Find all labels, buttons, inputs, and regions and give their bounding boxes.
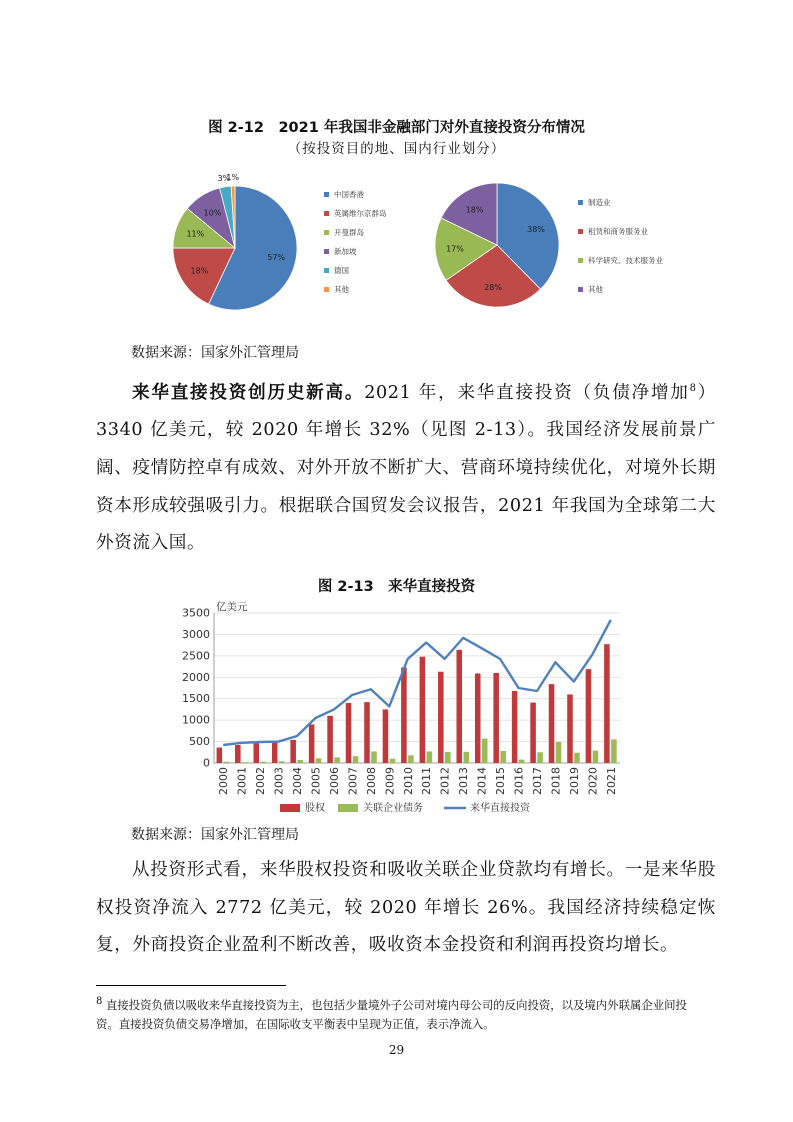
x-tick-label: 2002 xyxy=(254,767,268,795)
bar-affiliated-debt xyxy=(261,762,267,763)
legend-swatch xyxy=(324,192,329,197)
legend-swatch xyxy=(324,211,329,216)
x-tick-label: 2006 xyxy=(327,767,341,795)
x-tick-label: 2018 xyxy=(549,767,563,795)
y-tick-label: 2500 xyxy=(182,649,210,663)
bar-equity xyxy=(235,745,241,763)
bar-affiliated-debt xyxy=(316,758,322,763)
pie-chart-destination xyxy=(173,173,297,310)
legend-label-fdi: 来华直接投资 xyxy=(470,803,530,814)
figure-2-12-title: 图 2-12 2021 年我国非金融部门对外直接投资分布情况 xyxy=(208,120,585,136)
pie-legend-industry xyxy=(578,197,663,294)
legend-label: 制造业 xyxy=(588,198,611,207)
legend-label: 中国香港 xyxy=(334,190,364,199)
footnote-ref: 8 xyxy=(689,383,697,394)
pie-slice-label: 28% xyxy=(484,282,502,292)
y-tick-label: 2000 xyxy=(182,670,210,684)
paragraph-text: 从投资形式看，来华股权投资和吸收关联企业贷款均有增长。一是来华股权投资净流入 2772 亿美元，较 2020 年增长 26%。我国经济持续稳定恢复，外商投资企业盈利不断改善，吸收资本金投资和利润再投资均增长。 xyxy=(96,860,716,956)
bar-affiliated-debt xyxy=(242,762,248,763)
figure-2-12-pie-charts xyxy=(150,165,670,325)
paragraph-fdi-inflow xyxy=(96,370,716,563)
bar-affiliated-debt xyxy=(279,761,285,763)
pie-slice-label: 11% xyxy=(186,229,205,239)
bar-affiliated-debt xyxy=(482,739,488,763)
footnote-divider xyxy=(96,985,286,986)
legend-swatch xyxy=(324,268,329,273)
bar-affiliated-debt xyxy=(445,752,451,763)
bar-equity xyxy=(604,644,610,763)
chart-legend xyxy=(280,801,531,814)
x-tick-label: 2012 xyxy=(438,767,452,795)
x-tick-label: 2020 xyxy=(586,767,600,795)
bar-equity xyxy=(290,740,296,763)
bar-affiliated-debt xyxy=(297,760,303,763)
x-tick-label: 2013 xyxy=(457,767,471,795)
x-tick-label: 2016 xyxy=(512,767,526,795)
bar-equity xyxy=(217,748,223,763)
bar-affiliated-debt xyxy=(519,760,525,763)
paragraph-text-a: 2021 年，来华直接投资（负债净增加 xyxy=(364,382,690,403)
legend-label-equity: 股权 xyxy=(305,803,325,814)
bar-equity xyxy=(493,673,499,763)
pie-slice-label: 1% xyxy=(226,173,240,183)
y-tick-label: 1500 xyxy=(182,692,210,706)
bar-affiliated-debt xyxy=(427,751,433,763)
legend-label: 租赁和商务服务业 xyxy=(588,227,648,236)
y-tick-label: 500 xyxy=(189,735,210,749)
bar-equity xyxy=(512,691,518,763)
y-tick-label: 3000 xyxy=(182,627,210,641)
x-tick-label: 2008 xyxy=(364,767,378,795)
figure-2-12-source: 数据来源：国家外汇管理局 xyxy=(131,345,299,361)
pie-slice-label: 10% xyxy=(203,208,222,218)
footnote-mark: 8 xyxy=(96,996,103,1007)
x-tick-label: 2004 xyxy=(291,767,305,795)
bar-equity xyxy=(456,650,462,763)
bar-equity xyxy=(401,667,407,763)
bar-affiliated-debt xyxy=(574,753,580,763)
bar-equity xyxy=(420,657,426,763)
legend-swatch-debt xyxy=(338,804,358,812)
legend-label: 德国 xyxy=(334,266,349,275)
legend-label: 开曼群岛 xyxy=(334,228,364,237)
legend-swatch xyxy=(578,229,583,234)
legend-swatch xyxy=(578,258,583,263)
legend-label: 其他 xyxy=(334,285,349,294)
bar-equity xyxy=(549,684,555,763)
figure-2-13-title: 图 2-13 来华直接投资 xyxy=(317,579,476,595)
legend-label: 科学研究、技术服务业 xyxy=(588,256,663,265)
bar-equity xyxy=(327,716,333,763)
bar-affiliated-debt xyxy=(556,742,562,763)
pie-legend-destination xyxy=(324,189,387,294)
bar-affiliated-debt xyxy=(224,762,230,763)
paragraph-lead: 来华直接投资创历史新高。 xyxy=(132,382,365,403)
bar-equity xyxy=(438,672,444,763)
legend-label: 其他 xyxy=(588,285,603,294)
pie-slice-label: 38% xyxy=(527,225,545,235)
x-tick-label: 2001 xyxy=(235,767,249,795)
figure-2-13-source: 数据来源：国家外汇管理局 xyxy=(131,827,299,843)
legend-label-debt: 关联企业债务 xyxy=(363,803,423,814)
x-tick-label: 2007 xyxy=(346,767,360,795)
bar-equity xyxy=(586,669,592,763)
bar-equity xyxy=(272,742,278,763)
legend-label: 英属维尔京群岛 xyxy=(334,209,387,218)
bar-equity xyxy=(364,702,370,763)
footnote xyxy=(96,992,701,1034)
y-tick-label: 0 xyxy=(203,756,210,770)
bar-equity xyxy=(309,724,315,763)
y-tick-label: 1000 xyxy=(182,713,210,727)
x-tick-label: 2017 xyxy=(530,767,544,795)
legend-swatch xyxy=(324,287,329,292)
page-number: 29 xyxy=(388,1043,405,1057)
bar-affiliated-debt xyxy=(593,751,599,763)
bar-affiliated-debt xyxy=(537,752,543,763)
bar-affiliated-debt xyxy=(611,739,617,763)
pie-slice-label: 57% xyxy=(267,253,286,263)
bar-affiliated-debt xyxy=(408,755,414,763)
x-tick-label: 2015 xyxy=(494,767,508,795)
x-tick-label: 2005 xyxy=(309,767,323,795)
paragraph-text-b: ）3340 亿美元，较 2020 年增长 32%（见图 2-13）。我国经济发展前景广阔、疫情防控卓有成效、对外开放不断扩大、营商环境持续优化，对境外长期资本形成较强吸引力。根据联合国贸发会议报告，2021 年我国为全球第二大外资流入国。 xyxy=(96,382,716,554)
bar-equity xyxy=(253,743,259,763)
bar-equity xyxy=(567,694,573,763)
pie-slice-label: 18% xyxy=(190,266,209,276)
legend-swatch xyxy=(578,287,583,292)
bar-equity xyxy=(346,703,352,763)
legend-swatch xyxy=(324,230,329,235)
x-tick-label: 2009 xyxy=(383,767,397,795)
x-tick-label: 2019 xyxy=(567,767,581,795)
bar-affiliated-debt xyxy=(353,756,359,763)
paragraph-investment-form xyxy=(96,852,716,965)
x-tick-label: 2011 xyxy=(420,767,434,795)
bar-equity xyxy=(383,709,389,763)
bar-affiliated-debt xyxy=(464,752,470,763)
bar-equity xyxy=(475,673,481,763)
bar-affiliated-debt xyxy=(500,751,506,763)
legend-swatch-equity xyxy=(280,804,300,812)
x-tick-label: 2003 xyxy=(272,767,286,795)
x-tick-label: 2021 xyxy=(604,767,618,795)
legend-swatch xyxy=(324,249,329,254)
figure-2-12-subtitle: （按投资目的地、国内行业划分） xyxy=(287,141,506,157)
legend-swatch xyxy=(578,200,583,205)
pie-slice-label: 17% xyxy=(446,244,464,254)
footnote-text: 直接投资负债以吸收来华直接投资为主，也包括少量境外子公司对境内母公司的反向投资，以及境内外联属企业间投资。直接投资负债交易净增加，在国际收支平衡表中呈现为正值，表示净流入。 xyxy=(96,997,687,1031)
figure-2-13-chart xyxy=(170,598,630,823)
bar-affiliated-debt xyxy=(371,751,377,763)
x-tick-label: 2010 xyxy=(401,767,415,795)
bar-affiliated-debt xyxy=(334,757,340,763)
bar-affiliated-debt xyxy=(390,759,396,763)
pie-slice-label: 18% xyxy=(465,205,484,215)
x-tick-label: 2000 xyxy=(217,767,231,795)
pie-slice-label: 3% xyxy=(217,173,231,183)
legend-label: 新加坡 xyxy=(334,247,357,256)
y-tick-label: 3500 xyxy=(182,606,210,620)
bar-equity xyxy=(530,703,536,763)
unit-label: 亿美元 xyxy=(216,601,248,613)
pie-chart-industry xyxy=(435,183,559,307)
x-tick-label: 2014 xyxy=(475,767,489,795)
